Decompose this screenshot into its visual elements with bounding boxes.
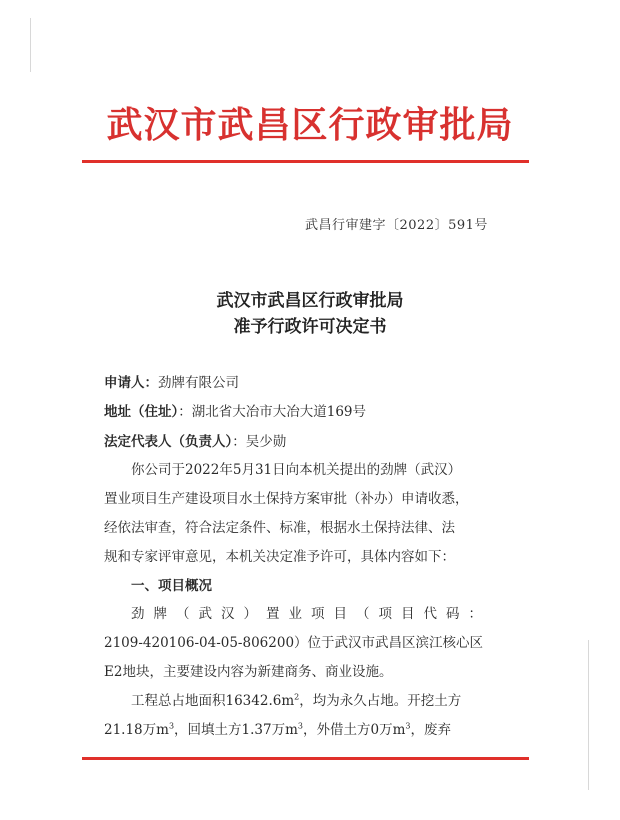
paragraph-line: E2地块，主要建设内容为新建商务、商业设施。 bbox=[104, 664, 393, 680]
superscript: 3 bbox=[405, 721, 411, 731]
area-text: 工程总占地面积16342.6m bbox=[131, 693, 295, 709]
legal-rep-line bbox=[104, 432, 286, 452]
scan-edge-mark bbox=[30, 18, 31, 72]
address-label: 地址（住址） bbox=[104, 404, 179, 420]
superscript: 2 bbox=[294, 692, 300, 702]
paragraph-line bbox=[104, 720, 451, 740]
applicant-value: 劲牌有限公司 bbox=[158, 375, 239, 391]
earthwork-text: ，废弃 bbox=[410, 722, 451, 738]
paragraph-line: 你公司于2022年5月31日向本机关提出的劲牌（武汉） bbox=[131, 462, 462, 478]
applicant-line bbox=[104, 373, 239, 393]
agency-header: 武汉市武昌区行政审批局 bbox=[106, 105, 514, 146]
section-heading: 一、项目概况 bbox=[131, 578, 212, 594]
legal-rep-label: 法定代表人（负责人） bbox=[104, 434, 233, 450]
applicant-label: 申请人： bbox=[104, 375, 158, 391]
paragraph-line: 规和专家评审意见，本机关决定准予许可，具体内容如下： bbox=[104, 549, 455, 565]
document-title-line2: 准予行政许可决定书 bbox=[233, 317, 387, 337]
address-line bbox=[104, 402, 366, 422]
earthwork-text: ，外借土方0万m bbox=[303, 722, 406, 738]
paragraph-line: 2109-420106-04-05-806200）位于武汉市武昌区滨江核心区 bbox=[104, 635, 484, 651]
earthwork-text: ，回填土方1.37万m bbox=[174, 722, 298, 738]
footer-red-rule bbox=[82, 757, 529, 760]
header-red-rule bbox=[82, 160, 529, 163]
area-text-tail: ，均为永久占地。开挖土方 bbox=[299, 693, 462, 709]
document-title-line1: 武汉市武昌区行政审批局 bbox=[216, 291, 404, 311]
superscript: 3 bbox=[297, 721, 304, 731]
address-value: ：湖北省大冶市大冶大道169号 bbox=[178, 404, 367, 420]
scan-edge-mark bbox=[588, 640, 589, 790]
paragraph-line: 劲牌（武汉）置业项目（项目代码： bbox=[131, 606, 491, 622]
superscript: 3 bbox=[168, 721, 175, 731]
paragraph-line: 置业项目生产建设项目水土保持方案审批（补办）申请收悉， bbox=[104, 491, 469, 507]
paragraph-line: 经依法审查，符合法定条件、标准，根据水土保持法律、法 bbox=[104, 520, 455, 536]
paragraph-line bbox=[131, 691, 461, 711]
legal-rep-value: ：吴少勋 bbox=[232, 434, 287, 450]
earthwork-text: 21.18万m bbox=[104, 722, 169, 738]
document-number: 武昌行审建字〔2022〕591号 bbox=[305, 218, 488, 233]
